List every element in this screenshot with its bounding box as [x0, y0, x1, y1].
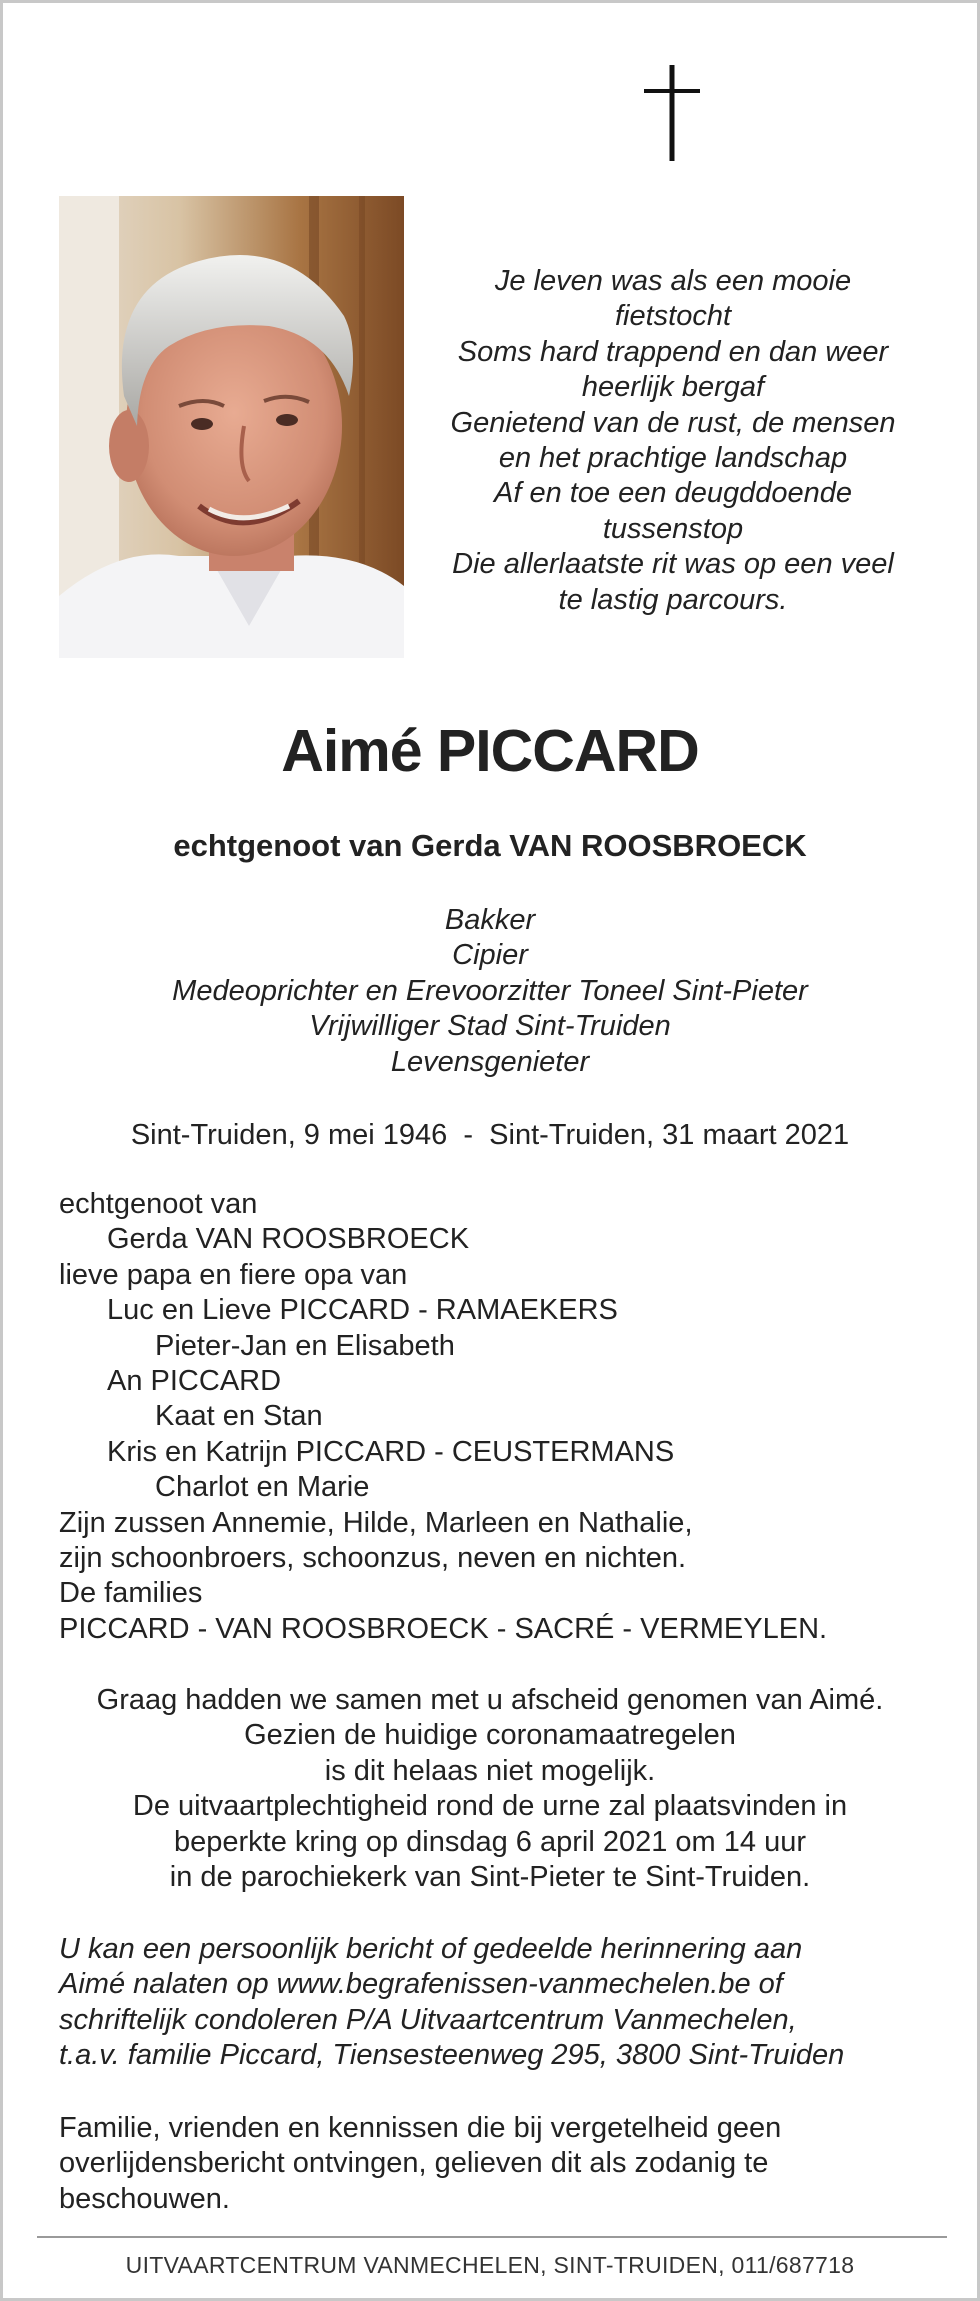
funeral-home-footer: UITVAARTCENTRUM VANMECHELEN, SINT-TRUIDEN, 011/687718	[125, 2252, 855, 2278]
family-line: lieve papa en fiere opa van	[59, 1258, 408, 1291]
role-item: Levensgenieter	[390, 1045, 590, 1078]
poem-line: te lastig parcours.	[558, 583, 788, 616]
cross-icon	[644, 65, 700, 161]
ceremony-line: De uitvaartplechtigheid rond de urne zal plaatsvinden in	[132, 1790, 848, 1823]
poem-line: heerlijk bergaf	[581, 371, 765, 404]
spouse-line: echtgenoot van Gerda VAN ROOSBROECK	[173, 828, 807, 863]
ceremony-line: Graag hadden we samen met u afscheid genomen van Aimé.	[96, 1684, 884, 1716]
footer-divider	[37, 2236, 947, 2238]
poem-line: Genietend van de rust, de mensen	[450, 406, 896, 439]
condolence-line: Aimé nalaten op www.begrafenissen-vanmechelen.be of	[59, 1968, 783, 2001]
ceremony-announcement	[3, 1683, 977, 1895]
role-item: Cipier	[452, 939, 528, 972]
condolence-line: U kan een persoonlijk bericht of gedeelde herinnering aan	[59, 1933, 803, 1965]
condolence-info	[59, 1932, 959, 2074]
condolence-line: schriftelijk condoleren P/A Uitvaartcentrum Vanmechelen,	[59, 2003, 797, 2036]
ceremony-line: beperkte kring op dinsdag 6 april 2021 om 14 uur	[174, 1825, 806, 1858]
poem-line: Af en toe een deugddoende	[494, 477, 852, 510]
family-line: Charlot en Marie	[155, 1471, 370, 1504]
role-item: Vrijwilliger Stad Sint-Truiden	[309, 1010, 671, 1043]
role-item: Medeoprichter en Erevoorzitter Toneel Sint-Pieter	[172, 974, 808, 1007]
ceremony-line: is dit helaas niet mogelijk.	[324, 1754, 656, 1787]
poem-line: Die allerlaatste rit was op een veel	[452, 548, 894, 581]
family-line: Zijn zussen Annemie, Hilde, Marleen en Nathalie,	[59, 1506, 693, 1539]
poem	[423, 264, 923, 618]
notice-line: Familie, vrienden en kennissen die bij vergetelheid geen	[59, 2112, 782, 2144]
poem-line: fietstocht	[614, 300, 732, 333]
notice-line: overlijdensbericht ontvingen, gelieven dit als zodanig te	[59, 2147, 769, 2180]
family-list	[59, 1187, 939, 1647]
family-line: Kris en Katrijn PICCARD - CEUSTERMANS	[107, 1435, 675, 1468]
family-line: De families	[59, 1577, 203, 1610]
family-line: echtgenoot van	[59, 1188, 258, 1220]
family-line: An PICCARD	[107, 1365, 282, 1398]
portrait-photo	[59, 196, 404, 658]
family-line: Gerda VAN ROOSBROECK	[107, 1223, 470, 1256]
ceremony-line: Gezien de huidige coronamaatregelen	[244, 1719, 736, 1752]
family-line: PICCARD - VAN ROOSBROECK - SACRÉ - VERMEYLEN.	[59, 1612, 828, 1645]
ceremony-line: in de parochiekerk van Sint-Pieter te Sint-Truiden.	[169, 1861, 811, 1894]
birth-death-dates: Sint-Truiden, 9 mei 1946 - Sint-Truiden, 31 maart 2021	[130, 1119, 850, 1151]
family-line: Kaat en Stan	[155, 1400, 323, 1433]
poem-line: Soms hard trappend en dan weer	[457, 335, 889, 368]
family-line: zijn schoonbroers, schoonzus, neven en nichten.	[59, 1542, 687, 1575]
family-line: Pieter-Jan en Elisabeth	[155, 1329, 455, 1362]
condolence-line: t.a.v. familie Piccard, Tiensesteenweg 295, 3800 Sint-Truiden	[59, 2039, 845, 2072]
poem-line: en het prachtige landschap	[498, 442, 848, 475]
poem-line: tussenstop	[602, 512, 744, 545]
notice-line: beschouwen.	[59, 2182, 230, 2215]
deceased-name: Aimé PICCARD	[281, 718, 699, 784]
family-line: Luc en Lieve PICCARD - RAMAEKERS	[107, 1294, 618, 1327]
roles-list	[3, 903, 977, 1080]
notice-text	[59, 2111, 959, 2217]
poem-line: Je leven was als een mooie	[494, 265, 852, 297]
role-item: Bakker	[444, 904, 536, 936]
